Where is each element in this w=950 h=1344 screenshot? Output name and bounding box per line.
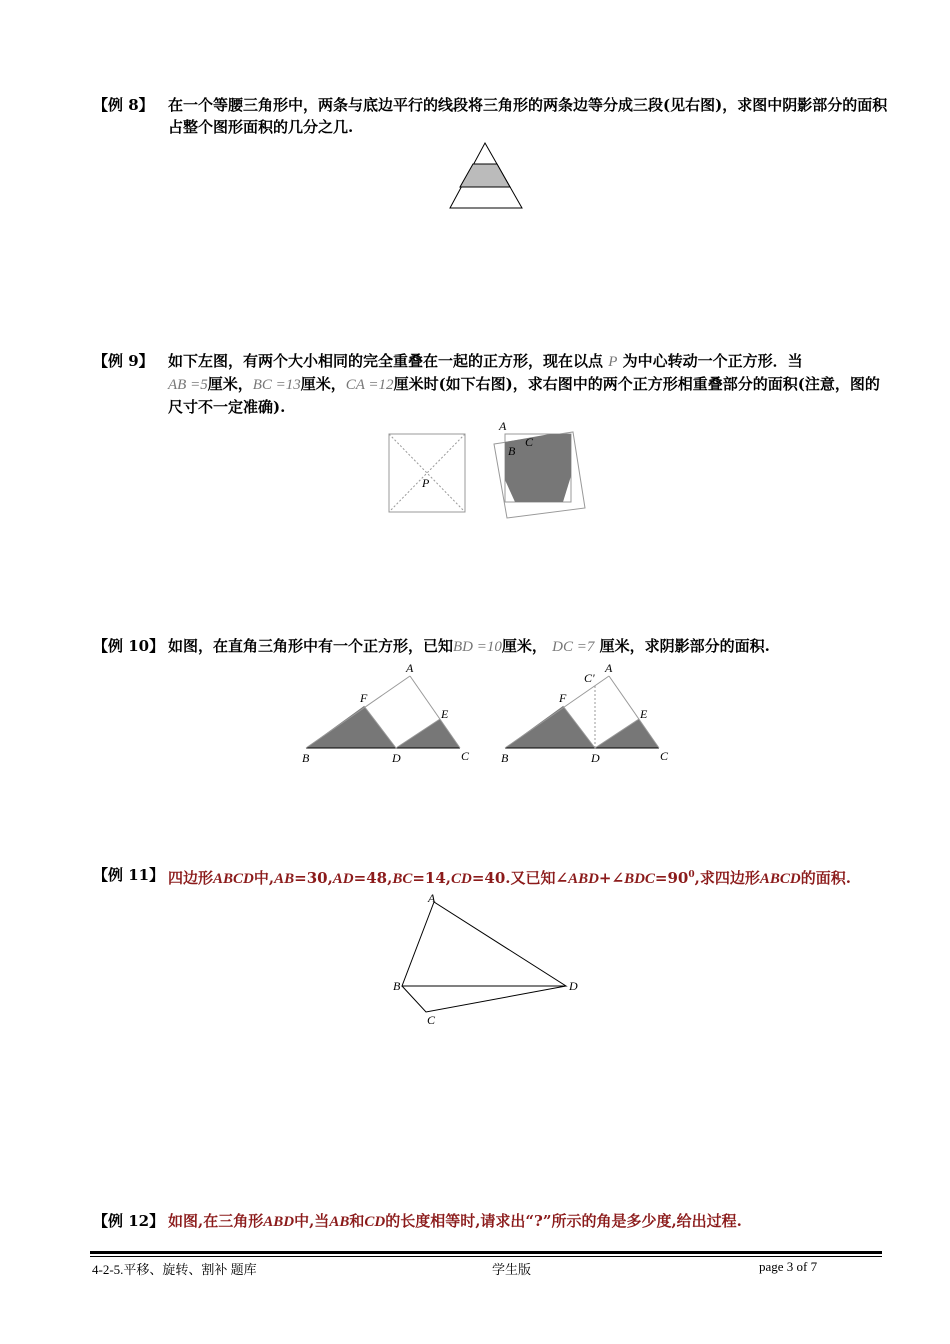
example-9-text: 如下左图，有两个大小相同的完全重叠在一起的正方形，现在以点 P 为中心转动一个正方形．当 AB =5厘米，BC =13厘米，CA =12厘米时(如下右图)，求右图中的两个正方形相重叠部分的面积(注意，图的尺寸不一定准确).: [168, 352, 880, 416]
example-12: [93, 1210, 888, 1233]
ex9-label-c: C: [525, 435, 534, 449]
example-8: [93, 94, 888, 138]
footer-left: 4-2-5.平移、旋转、割补 题库: [92, 1262, 257, 1277]
ex8-triangle-figure: [440, 140, 530, 212]
example-11-tag: 【例 11】: [93, 866, 165, 884]
svg-text:D: D: [392, 751, 401, 765]
footer-page-number: page 3 of 7: [759, 1259, 818, 1274]
svg-text:C': C': [584, 671, 595, 685]
footer-rule-thin: [90, 1256, 882, 1257]
ex9-label-p: P: [422, 476, 430, 490]
example-12-tag: 【例 12】: [93, 1212, 165, 1230]
ex8-shaded-band: [460, 164, 510, 187]
example-10-tag: 【例 10】: [93, 637, 165, 655]
svg-text:A: A: [406, 661, 414, 675]
svg-text:C: C: [461, 749, 470, 763]
example-10-text: 如图，在直角三角形中有一个正方形，已知BD =10厘米， DC =7 厘米，求阴影部分的面积.: [168, 637, 770, 655]
svg-text:B: B: [501, 751, 509, 765]
footer-rule-thick: [90, 1251, 882, 1254]
example-11-text: 四边形ABCD中,AB=30,AD=48,BC=14,CD=40.又已知$\angle ABD+\angle BDC=90^0$,求四边形ABCD的面积.: [168, 869, 851, 887]
svg-text:E: E: [640, 707, 648, 721]
svg-text:E: E: [441, 707, 449, 721]
ex11-quadrilateral-figure: [390, 890, 590, 1030]
example-11: [93, 864, 888, 890]
svg-text:F: F: [360, 691, 368, 705]
svg-text:F: F: [559, 691, 567, 705]
footer-center: 学生版: [492, 1262, 532, 1277]
svg-text:B: B: [302, 751, 310, 765]
example-9-tag: 【例 9】: [93, 352, 154, 370]
ex9-label-a: A: [499, 419, 507, 433]
svg-text:D: D: [591, 751, 600, 765]
example-8-text: 在一个等腰三角形中，两条与底边平行的线段将三角形的两条边等分成三段(见右图)，求图中阴影部分的面积占整个图形面积的几分之几.: [168, 96, 888, 136]
svg-text:B: B: [393, 979, 401, 993]
ex9-left-figure: [388, 433, 468, 513]
example-10: [93, 635, 888, 658]
svg-text:D: D: [569, 979, 578, 993]
svg-text:C: C: [427, 1013, 436, 1027]
example-12-text: 如图,在三角形ABD中,当AB和CD的长度相等时,请求出“?”所示的角是多少度,给出过程.: [168, 1212, 742, 1230]
ex9-right-figure: [493, 420, 588, 515]
example-9: [93, 350, 888, 418]
example-8-tag: 【例 8】: [93, 96, 154, 114]
ex10-right-figure: [497, 660, 677, 770]
ex9-label-b: B: [508, 444, 516, 458]
svg-text:C: C: [660, 749, 669, 763]
svg-text:A: A: [428, 891, 436, 905]
svg-text:A: A: [605, 661, 613, 675]
ex10-left-figure: [298, 660, 478, 770]
